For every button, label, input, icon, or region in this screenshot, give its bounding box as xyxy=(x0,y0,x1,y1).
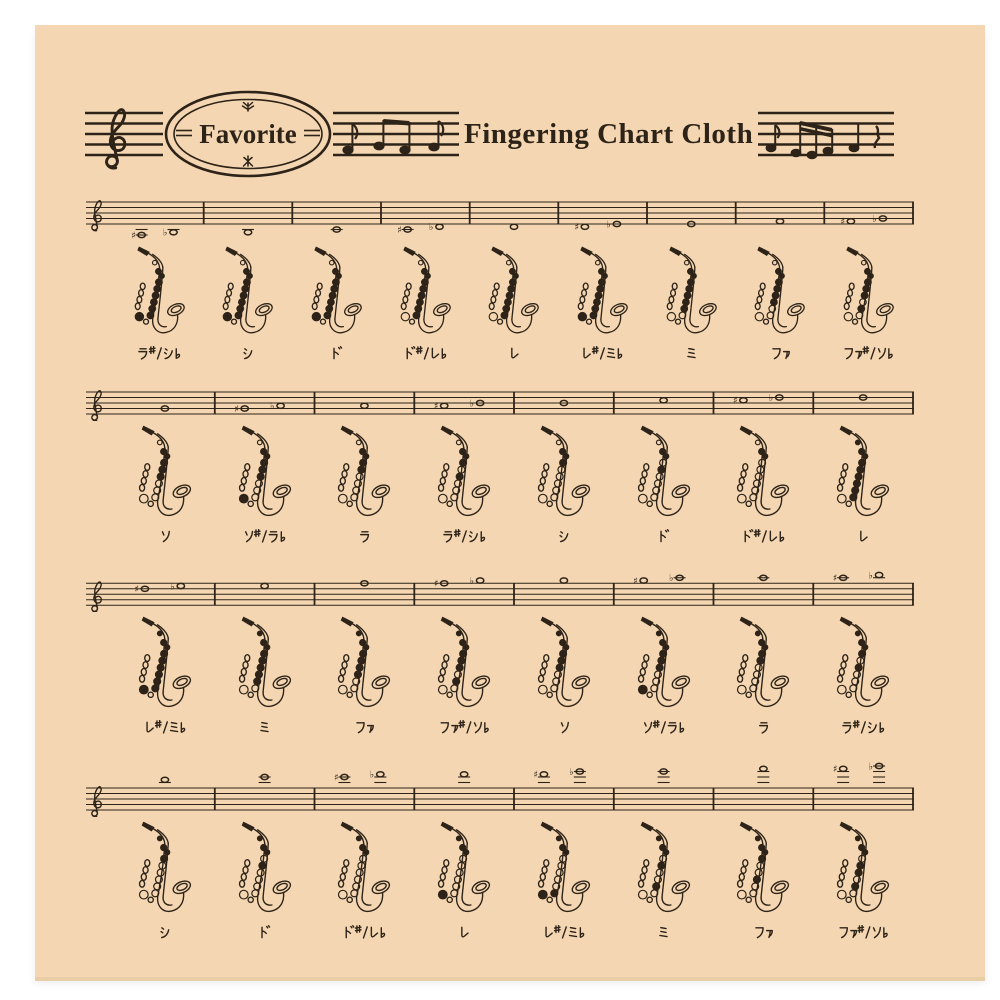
saxophone-fingering-diagram xyxy=(233,423,297,525)
beamed-notes-icon xyxy=(758,98,894,170)
fingering-row-4 xyxy=(85,761,915,940)
saxophone-fingering-diagram xyxy=(661,244,722,342)
saxophone-fingering-diagram xyxy=(233,614,297,716)
note-label xyxy=(857,529,869,544)
note-label xyxy=(458,925,470,940)
fingering-cell xyxy=(414,423,514,544)
fingering-cell xyxy=(736,244,825,361)
saxophone-fingering-diagram xyxy=(432,423,496,525)
svg-text:♯: ♯ xyxy=(832,764,838,776)
note-label xyxy=(508,346,520,361)
fingering-cell xyxy=(414,614,514,735)
saxophone-fingering-diagram xyxy=(831,614,895,716)
saxophone-fingering-diagram xyxy=(129,244,190,342)
brand-logo xyxy=(163,89,333,179)
svg-text:♭: ♭ xyxy=(170,581,175,593)
saxophone-fingering-diagram xyxy=(838,244,899,342)
svg-text:♭: ♭ xyxy=(469,575,475,587)
note-label xyxy=(241,346,254,361)
saxophone-fingering-diagram xyxy=(217,244,278,342)
fingering-cell xyxy=(115,423,215,544)
staff-notation xyxy=(85,761,915,817)
saxophone-row xyxy=(85,244,915,361)
svg-text:♯: ♯ xyxy=(234,403,239,415)
fingering-cell xyxy=(614,423,714,544)
svg-text:♯: ♯ xyxy=(134,584,140,596)
fingering-cell xyxy=(813,423,913,544)
fingering-cell xyxy=(215,423,315,544)
brand-name: Favorite xyxy=(199,119,297,149)
fingering-cell xyxy=(204,244,293,361)
saxophone-fingering-diagram xyxy=(632,614,696,716)
saxophone-fingering-diagram xyxy=(133,423,197,525)
note-label xyxy=(557,529,570,544)
fingering-cell xyxy=(414,819,514,940)
svg-text:♯: ♯ xyxy=(840,216,846,228)
saxophone-fingering-diagram xyxy=(731,614,795,716)
fingering-cell xyxy=(614,819,714,940)
fingering-cell xyxy=(813,819,913,940)
saxophone-fingering-diagram xyxy=(133,614,197,716)
saxophone-fingering-diagram xyxy=(831,819,895,921)
saxophone-fingering-diagram xyxy=(731,423,795,525)
svg-text:♯: ♯ xyxy=(574,222,580,233)
fingering-cell xyxy=(614,614,714,735)
note-label xyxy=(330,346,343,361)
fingering-cell xyxy=(514,819,614,940)
svg-text:♭: ♭ xyxy=(868,570,874,582)
svg-text:♯: ♯ xyxy=(832,573,838,585)
svg-text:♭: ♭ xyxy=(469,398,475,410)
fingering-cell xyxy=(115,244,204,361)
fingering-cell xyxy=(714,423,814,544)
staff-notation xyxy=(85,387,915,421)
fingering-cell xyxy=(514,423,614,544)
note-label xyxy=(685,346,697,361)
svg-text:♭: ♭ xyxy=(569,767,574,779)
note-label xyxy=(143,720,188,735)
saxophone-fingering-diagram xyxy=(572,244,633,342)
page-title: Fingering Chart Cloth xyxy=(464,117,754,150)
fingering-row-3 xyxy=(85,570,915,735)
saxophone-fingering-diagram xyxy=(432,819,496,921)
note-label xyxy=(258,720,270,735)
svg-text:♭: ♭ xyxy=(669,573,674,585)
note-label xyxy=(842,346,895,361)
svg-text:♯: ♯ xyxy=(533,769,539,781)
svg-text:♯: ♯ xyxy=(633,575,638,587)
note-label xyxy=(354,720,375,735)
note-label xyxy=(558,720,570,735)
note-label xyxy=(258,925,271,940)
note-label xyxy=(159,529,171,544)
treble-clef-icon xyxy=(85,98,163,170)
note-label xyxy=(358,529,371,544)
svg-text:♭: ♭ xyxy=(369,769,375,781)
saxophone-row xyxy=(85,819,915,940)
header-banner xyxy=(85,89,915,179)
saxophone-row xyxy=(85,423,915,544)
saxophone-fingering-diagram xyxy=(395,244,456,342)
saxophone-fingering-diagram xyxy=(332,423,396,525)
fingering-cell xyxy=(824,244,913,361)
note-label xyxy=(741,529,787,544)
svg-text:♭: ♭ xyxy=(768,392,774,404)
saxophone-fingering-diagram xyxy=(432,614,496,716)
note-label xyxy=(840,720,887,735)
fingering-chart-cloth xyxy=(35,25,985,977)
note-label xyxy=(770,346,791,361)
note-label xyxy=(438,720,491,735)
svg-text:♯: ♯ xyxy=(732,395,738,407)
fingering-cell xyxy=(647,244,736,361)
svg-text:♭: ♭ xyxy=(163,227,168,239)
saxophone-fingering-diagram xyxy=(731,819,795,921)
svg-text:♯: ♯ xyxy=(397,224,402,236)
saxophone-fingering-diagram xyxy=(632,819,696,921)
fingering-rows xyxy=(85,197,915,940)
svg-text:♯: ♯ xyxy=(433,401,439,413)
staff-notation xyxy=(85,197,915,242)
svg-text:♯: ♯ xyxy=(131,230,136,242)
note-label xyxy=(657,529,670,544)
saxophone-fingering-diagram xyxy=(532,819,596,921)
saxophone-fingering-diagram xyxy=(306,244,367,342)
saxophone-fingering-diagram xyxy=(749,244,810,342)
note-label xyxy=(757,720,770,735)
fingering-cell xyxy=(315,423,415,544)
note-label xyxy=(641,720,687,735)
saxophone-fingering-diagram xyxy=(332,819,396,921)
fingering-row-1 xyxy=(85,197,915,361)
svg-text:♭: ♭ xyxy=(429,222,434,233)
staff-notation xyxy=(85,570,915,612)
fingering-cell xyxy=(215,819,315,940)
fingering-cell xyxy=(558,244,647,361)
fingering-cell xyxy=(292,244,381,361)
note-label xyxy=(542,925,587,940)
note-label xyxy=(441,529,488,544)
fingering-row-2 xyxy=(85,387,915,544)
saxophone-row xyxy=(85,614,915,735)
fingering-cell xyxy=(381,244,470,361)
svg-text:♭: ♭ xyxy=(606,219,611,231)
fingering-cell xyxy=(714,819,814,940)
saxophone-fingering-diagram xyxy=(332,614,396,716)
fingering-cell xyxy=(714,614,814,735)
fingering-cell xyxy=(514,614,614,735)
note-label xyxy=(242,529,288,544)
fingering-cell xyxy=(115,819,215,940)
fingering-cell xyxy=(215,614,315,735)
fingering-cell xyxy=(315,819,415,940)
saxophone-fingering-diagram xyxy=(632,423,696,525)
svg-text:♭: ♭ xyxy=(872,213,877,225)
fingering-cell xyxy=(813,614,913,735)
saxophone-fingering-diagram xyxy=(532,614,596,716)
saxophone-fingering-diagram xyxy=(483,244,544,342)
note-label xyxy=(136,346,183,361)
fingering-cell xyxy=(315,614,415,735)
fingering-cell xyxy=(470,244,559,361)
note-label xyxy=(657,925,669,940)
saxophone-fingering-diagram xyxy=(532,423,596,525)
saxophone-fingering-diagram xyxy=(133,819,197,921)
note-label xyxy=(837,925,890,940)
note-label xyxy=(403,346,449,361)
beamed-notes-icon xyxy=(333,98,459,170)
saxophone-fingering-diagram xyxy=(831,423,895,525)
note-label xyxy=(753,925,774,940)
note-label xyxy=(342,925,388,940)
svg-text:♯: ♯ xyxy=(333,772,339,784)
saxophone-fingering-diagram xyxy=(233,819,297,921)
fingering-cell xyxy=(115,614,215,735)
note-label xyxy=(580,346,625,361)
svg-text:♯: ♯ xyxy=(433,578,439,590)
svg-text:♭: ♭ xyxy=(270,401,275,413)
svg-text:♭: ♭ xyxy=(868,761,874,773)
note-label xyxy=(158,925,171,940)
